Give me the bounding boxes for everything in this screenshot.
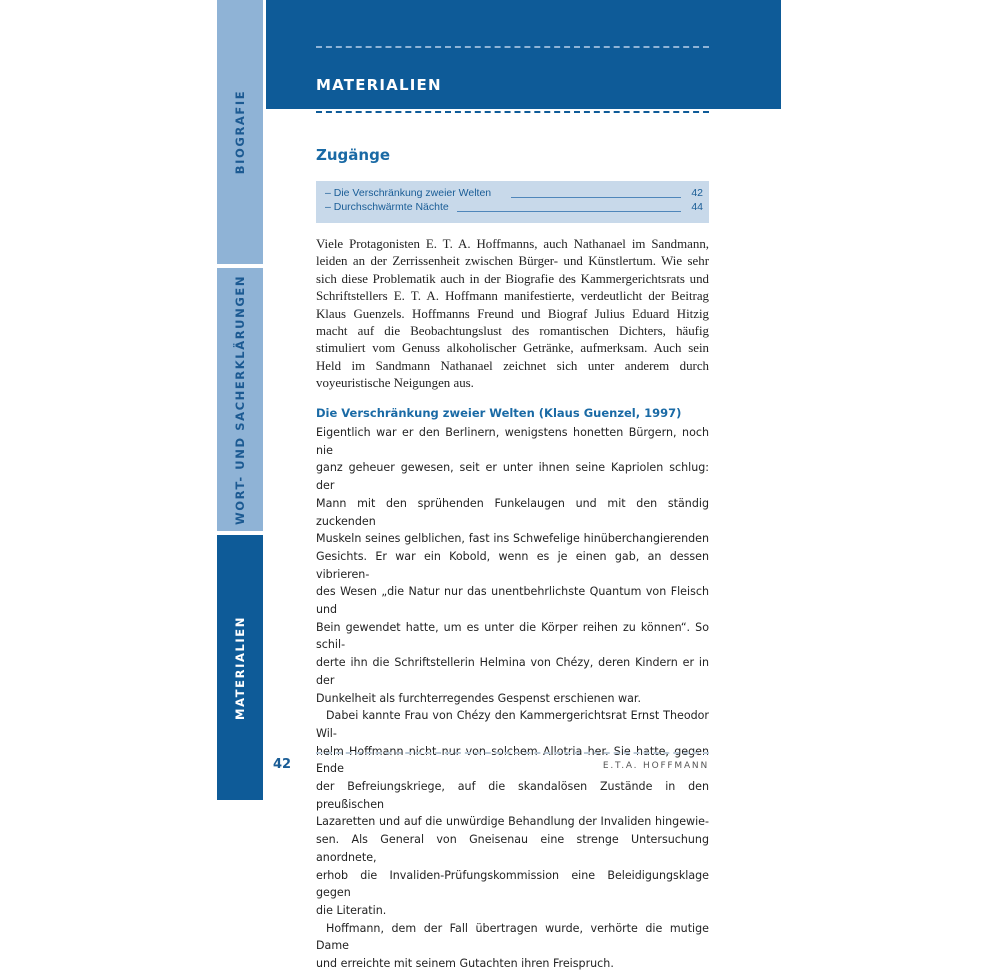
toc-item-page: 42 <box>691 187 703 199</box>
text-line: des Wesen „die Natur nur das unentbehrlichste Quantum von Fleisch und <box>316 585 709 617</box>
article-body <box>316 424 709 973</box>
tab-biografie-label: BIOGRAFIE <box>233 89 247 175</box>
text-line: erhob die Invaliden-Prüfungskommission eine Beleidigungsklage gegen <box>316 868 709 900</box>
article-paragraph-3 <box>316 920 709 973</box>
text-line: sen. Als General von Gneisenau eine strenge Untersuchung anordnete, <box>316 833 709 864</box>
text-line: Dabei kannte Frau von Chézy den Kammergerichtsrat Ernst Theodor Wil- <box>316 709 709 740</box>
text-line: Eigentlich war er den Berlinern, wenigstens honetten Bürgern, noch nie <box>316 426 709 457</box>
text-line: ganz geheuer gewesen, seit er unter ihnen seine Kapriolen schlug: der <box>316 461 709 493</box>
toc-item-leader <box>511 197 681 198</box>
chapter-title: MATERIALIEN <box>316 76 442 94</box>
page-number: 42 <box>273 757 292 772</box>
text-line: Gesichts. Er war ein Kobold, wenn es je einen gab, an dessen vibrieren- <box>316 549 709 581</box>
text-line: Bein gewendet hatte, um es unter die Körper reihen zu können“. So schil- <box>316 620 709 652</box>
toc-box <box>316 181 709 223</box>
text-line: Hoffmann, dem der Fall übertragen wurde, verhörte die mutige Dame <box>316 921 709 953</box>
toc-item-page: 44 <box>691 201 703 213</box>
toc-item[interactable] <box>325 187 703 201</box>
article-paragraph-1 <box>316 424 709 707</box>
text-line: Dunkelheit als furchterregendes Gespenst erschienen war. <box>316 691 641 705</box>
article-title: Die Verschränkung zweier Welten (Klaus Guenzel, 1997) <box>316 406 682 420</box>
section-tabs <box>217 0 263 800</box>
toc-item[interactable] <box>325 201 703 215</box>
text-line: derte ihn die Schriftstellerin Helmina von Chézy, deren Kindern er in der <box>316 656 709 687</box>
tab-wort-und-sacherklaerungen[interactable] <box>217 268 263 531</box>
text-line: die Literatin. <box>316 903 387 917</box>
tab-materialien-label: MATERIALIEN <box>233 615 247 720</box>
tab-materialien[interactable] <box>217 535 263 800</box>
text-line: Mann mit den sprühenden Funkelaugen und mit den ständig zuckenden <box>316 496 709 528</box>
toc-item-leader <box>457 211 681 212</box>
chapter-header <box>266 0 781 109</box>
text-line: der Befreiungskriege, auf die skandalösen Zustände in den preußischen <box>316 780 709 811</box>
tab-biografie[interactable] <box>217 0 263 264</box>
footer-dashes <box>316 752 709 754</box>
intro-paragraph: Viele Protagonisten E. T. A. Hoffmanns, auch Nathanael im Sandmann, leiden an der Zerrissenheit zwischen Bürger- und Künstlertum. Wie sehr sich diese Problematik auch in der Biografie des Kammergerichtsrats und Schriftstellers E. T. A. Hoffmann manifestierte, verdeutlicht der Beitrag Klaus Guenzels. Hoffmanns Freund und Biograf Julius Eduard Hitzig macht auf die Beobachtungslust des romantischen Dichters, häufig stimuliert vom Genuss alkoholischer Getränke, aufmerksam. Auch sein Held im Sandmann Nathanael zeichnet sich unter anderem durch voyeuristische Neigungen aus. <box>316 237 709 391</box>
toc-item-label: – Die Verschränkung zweier Welten <box>325 187 492 199</box>
section-heading: Zugänge <box>316 146 391 164</box>
text-line: Muskeln seines gelblichen, fast ins Schwefelige hinüberchangierenden <box>316 532 709 546</box>
text-line: helm Hoffmann nicht nur von solchem Allotria her. Sie hatte, gegen Ende <box>316 744 709 776</box>
tab-wort-und-sacherklaerungen-label: WORT- UND SACHERKLÄRUNGEN <box>233 274 247 525</box>
article-paragraph-2 <box>316 707 709 919</box>
header-bottom-dashes <box>316 111 709 113</box>
footer-author: E.T.A. HOFFMANN <box>602 761 709 771</box>
toc-item-label: – Durchschwärmte Nächte <box>325 201 449 213</box>
header-top-dashes <box>316 46 709 48</box>
text-line: Lazaretten und auf die unwürdige Behandlung der Invaliden hingewie- <box>316 815 709 829</box>
text-line: und erreichte mit seinem Gutachten ihren Freispruch. <box>316 957 614 971</box>
